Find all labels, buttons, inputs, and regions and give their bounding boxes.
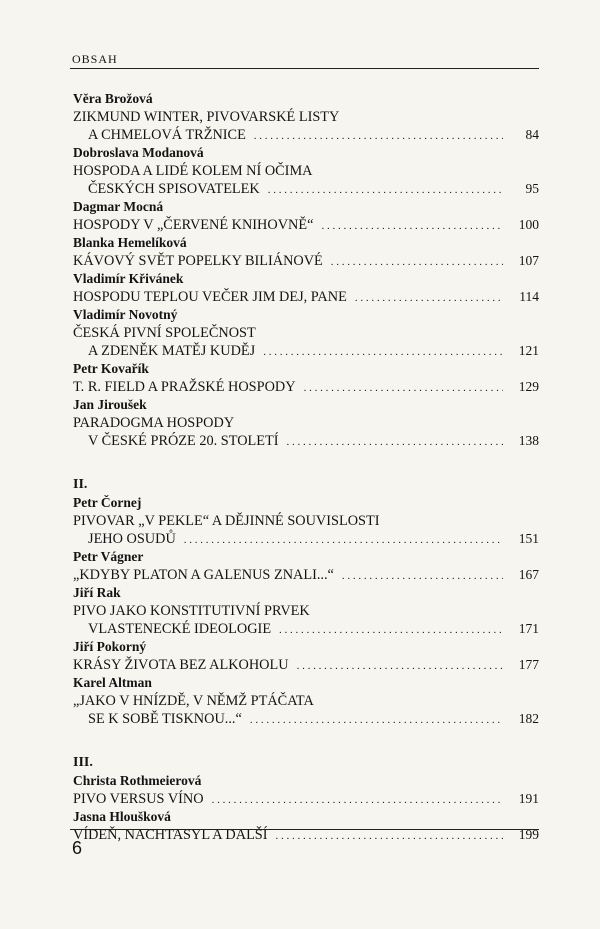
page-number: 84 [525,127,539,142]
entry-title: PIVO VERSUS VÍNO [73,791,204,807]
entry-title-line [73,342,539,360]
page-number: 114 [519,289,539,304]
page-number: 191 [518,791,539,806]
entry-title-line [73,162,539,180]
entry-title-line [73,432,539,450]
entry-title-line [73,790,539,808]
entry-title: ZIKMUND WINTER, PIVOVARSKÉ LISTY [73,109,340,125]
entry-title: HOSPODU TEPLOU VEČER JIM DEJ, PANE [73,289,347,305]
entry-title-cont: SE K SOBĚ TISKNOU...“ [88,711,242,727]
dot-leader [250,711,503,729]
page-folio: 6 [72,838,83,858]
page-number: 167 [518,567,539,582]
dot-leader [254,127,503,145]
entry-title: PARADOGMA HOSPODY [73,415,235,431]
page-number: 121 [518,343,539,358]
section-heading-iii: III. [73,755,93,770]
page-number: 171 [518,621,539,636]
entry-author: Petr Kovařík [73,361,149,376]
entry-title-line [73,692,539,710]
entry-author: Blanka Hemelíková [73,235,187,250]
dot-leader [304,379,503,397]
entry-title-cont: VLASTENECKÉ IDEOLOGIE [88,621,272,637]
page-number: 177 [518,657,539,672]
dot-leader [321,217,503,235]
entry-author: Dobroslava Modanová [73,145,204,160]
toc-entry [73,234,539,270]
page-number: 151 [518,531,539,546]
bottom-rule [70,829,539,830]
entry-title-cont: ČESKÝCH SPISOVATELEK [88,181,260,197]
entry-title-cont: A ZDENĚK MATĚJ KUDĚJ [88,343,256,359]
entry-title-line [73,126,539,144]
entry-title-line [73,180,539,198]
page-number: 100 [518,217,539,232]
section-heading-ii: II. [73,477,88,492]
page-number: 129 [518,379,539,394]
dot-leader [212,791,503,809]
entry-title: HOSPODA A LIDÉ KOLEM NÍ OČIMA [73,163,313,179]
entry-title: PIVO JAKO KONSTITUTIVNÍ PRVEK [73,603,310,619]
toc-entry [73,548,539,584]
toc-entry [73,144,539,198]
entry-title-line [73,216,539,234]
toc-entry [73,198,539,234]
entry-title-line [73,512,539,530]
toc-entry [73,584,539,638]
entry-title-cont: A CHMELOVÁ TRŽNICE [88,127,246,143]
toc-entry [73,808,539,844]
entry-title: VÍDEŇ, NACHTASYL A DALŠÍ [73,827,268,843]
entry-author: Věra Brožová [73,91,153,106]
entry-title-line [73,710,539,728]
entry-title-line [73,324,539,342]
dot-leader [331,253,503,271]
table-of-contents [73,90,539,844]
entry-title: HOSPODY V „ČERVENÉ KNIHOVNĚ“ [73,217,314,233]
page-number: 138 [518,433,539,448]
dot-leader [279,621,503,639]
section-spacer [73,728,539,754]
entry-author: Vladimír Křivánek [73,271,184,286]
running-head: OBSAH [72,52,118,66]
toc-entry [73,772,539,808]
entry-title-line [73,414,539,432]
toc-entry [73,494,539,548]
entry-author: Jan Jiroušek [73,397,147,412]
toc-entry [73,360,539,396]
dot-leader [268,181,503,199]
toc-entry [73,674,539,728]
entry-title: ČESKÁ PIVNÍ SPOLEČNOST [73,325,256,341]
entry-author: Karel Altman [73,675,152,690]
page-number: 199 [518,827,539,842]
entry-title: PIVOVAR „V PEKLE“ A DĚJINNÉ SOUVISLOSTI [73,513,380,529]
entry-title-cont: JEHO OSUDŮ [88,531,176,547]
toc-entry [73,306,539,360]
entry-author: Dagmar Mocná [73,199,164,214]
dot-leader [297,657,503,675]
entry-title-line [73,252,539,270]
entry-title-line [73,620,539,638]
entry-author: Petr Vágner [73,549,144,564]
dot-leader [184,531,503,549]
dot-leader [263,343,503,361]
page-number: 182 [518,711,539,726]
toc-entry [73,396,539,450]
toc-entry [73,638,539,674]
entry-author: Jasna Hloušková [73,809,171,824]
entry-title-cont: V ČESKÉ PRÓZE 20. STOLETÍ [88,433,279,449]
entry-title: KÁVOVÝ SVĚT POPELKY BILIÁNOVÉ [73,253,323,269]
entry-title-line [73,530,539,548]
top-rule [70,68,539,69]
entry-title-line [73,288,539,306]
dot-leader [287,433,503,451]
entry-title: T. R. FIELD A PRAŽSKÉ HOSPODY [73,379,296,395]
page-number: 107 [518,253,539,268]
entry-author: Christa Rothmeierová [73,773,202,788]
dot-leader [355,289,503,307]
entry-title: KRÁSY ŽIVOTA BEZ ALKOHOLU [73,657,289,673]
entry-title-line [73,656,539,674]
entry-author: Jiří Rak [73,585,121,600]
section-spacer [73,450,539,476]
entry-title-line [73,566,539,584]
entry-title: „JAKO V HNÍZDĚ, V NĚMŽ PTÁČATA [73,693,314,709]
entry-title-line [73,378,539,396]
dot-leader [342,567,503,585]
entry-title-line [73,602,539,620]
toc-entry [73,90,539,144]
entry-title: „KDYBY PLATON A GALENUS ZNALI...“ [73,567,334,583]
entry-title-line [73,108,539,126]
entry-author: Petr Čornej [73,495,142,510]
entry-author: Jiří Pokorný [73,639,147,654]
entry-author: Vladimír Novotný [73,307,178,322]
toc-entry [73,270,539,306]
page-number: 95 [525,181,539,196]
